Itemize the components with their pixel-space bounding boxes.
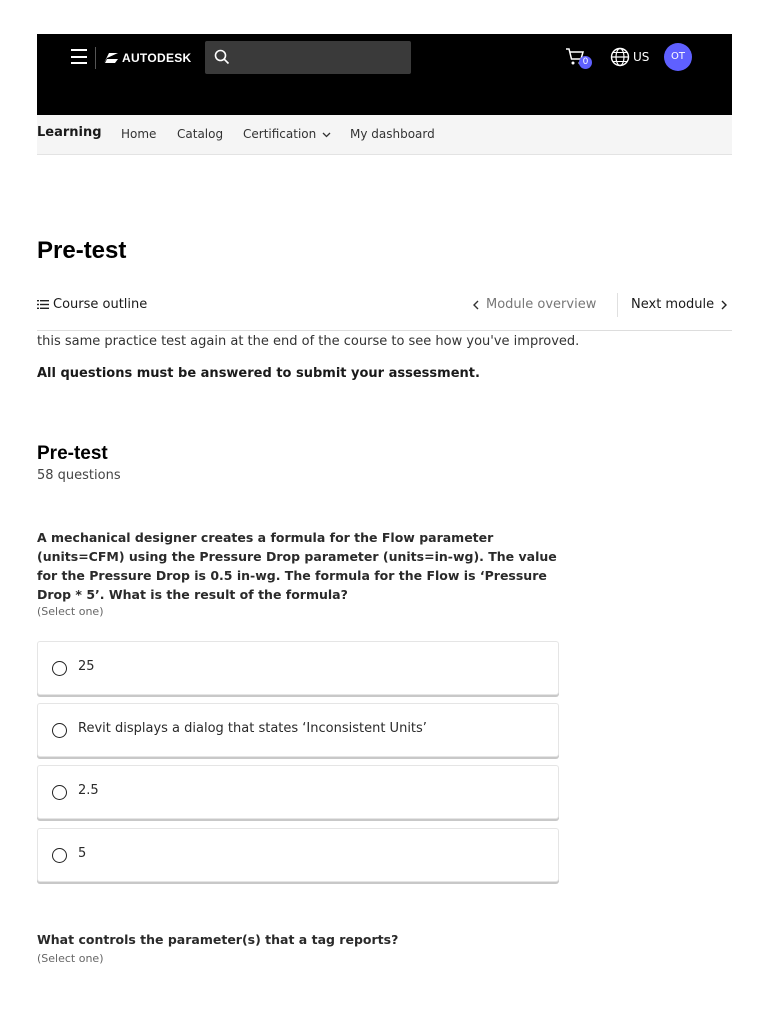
region-label: US [633, 50, 650, 64]
module-overview-link[interactable] [473, 297, 596, 312]
answer-option[interactable] [37, 641, 559, 695]
autodesk-mark-icon [104, 53, 118, 63]
nav-certification[interactable] [243, 127, 331, 141]
nav-catalog[interactable]: Catalog [177, 127, 224, 141]
next-module-link[interactable] [631, 297, 727, 312]
test-title: Pre-test [37, 443, 108, 464]
question-1-hint: (Select one) [37, 605, 104, 618]
search-icon [214, 49, 230, 65]
menu-icon[interactable] [71, 49, 87, 64]
logo-text: AUTODESK [122, 51, 192, 65]
answer-label: 5 [78, 846, 87, 861]
intro-text: this same practice test again at the end of the course to see how you've improved. [37, 334, 580, 349]
user-avatar[interactable]: OT [664, 43, 692, 71]
next-module-label: Next module [631, 297, 715, 312]
region-selector[interactable] [610, 46, 649, 68]
module-navigation [37, 292, 732, 331]
chevron-left-icon [473, 300, 479, 310]
radio-button[interactable] [52, 848, 67, 863]
chevron-down-icon [322, 132, 331, 138]
chevron-right-icon [721, 300, 727, 310]
nav-certification-label: Certification [243, 127, 317, 141]
question-count: 58 questions [37, 468, 121, 483]
question-2-text: What controls the parameter(s) that a tag reports? [37, 932, 399, 947]
search-input[interactable] [239, 41, 407, 74]
globe-icon [610, 47, 630, 67]
global-header [37, 34, 732, 115]
learning-title[interactable]: Learning [37, 125, 102, 140]
course-outline-label: Course outline [53, 297, 148, 312]
autodesk-logo[interactable] [104, 48, 192, 68]
course-outline-button[interactable] [37, 297, 147, 312]
answer-option[interactable] [37, 765, 559, 819]
nav-home[interactable]: Home [121, 127, 157, 141]
cart-button[interactable] [565, 47, 593, 71]
list-icon [37, 299, 49, 310]
answer-label: Revit displays a dialog that states ‘Inconsistent Units’ [78, 721, 427, 736]
header-divider [95, 47, 96, 69]
learning-nav [37, 115, 732, 155]
nav-divider [617, 293, 618, 317]
page-title: Pre-test [37, 237, 127, 264]
radio-button[interactable] [52, 723, 67, 738]
answer-label: 25 [78, 659, 95, 674]
answer-label: 2.5 [78, 783, 99, 798]
nav-my-dashboard[interactable]: My dashboard [350, 127, 435, 141]
submission-rule: All questions must be answered to submit your assessment. [37, 366, 480, 381]
module-overview-label: Module overview [486, 297, 597, 312]
answer-option[interactable] [37, 703, 559, 757]
search-box[interactable] [205, 41, 411, 74]
radio-button[interactable] [52, 661, 67, 676]
cart-count-badge: 0 [579, 56, 592, 69]
answer-option[interactable] [37, 828, 559, 882]
question-2-hint: (Select one) [37, 952, 104, 965]
radio-button[interactable] [52, 785, 67, 800]
question-1-text: A mechanical designer creates a formula for the Flow parameter (units=CFM) using the Pressure Drop parameter (units=in-wg). The value for the Pressure Drop is 0.5 in-wg. The formula for the Flow is ‘Pressure Drop * 5’. What is the result of the formula? [37, 530, 557, 602]
